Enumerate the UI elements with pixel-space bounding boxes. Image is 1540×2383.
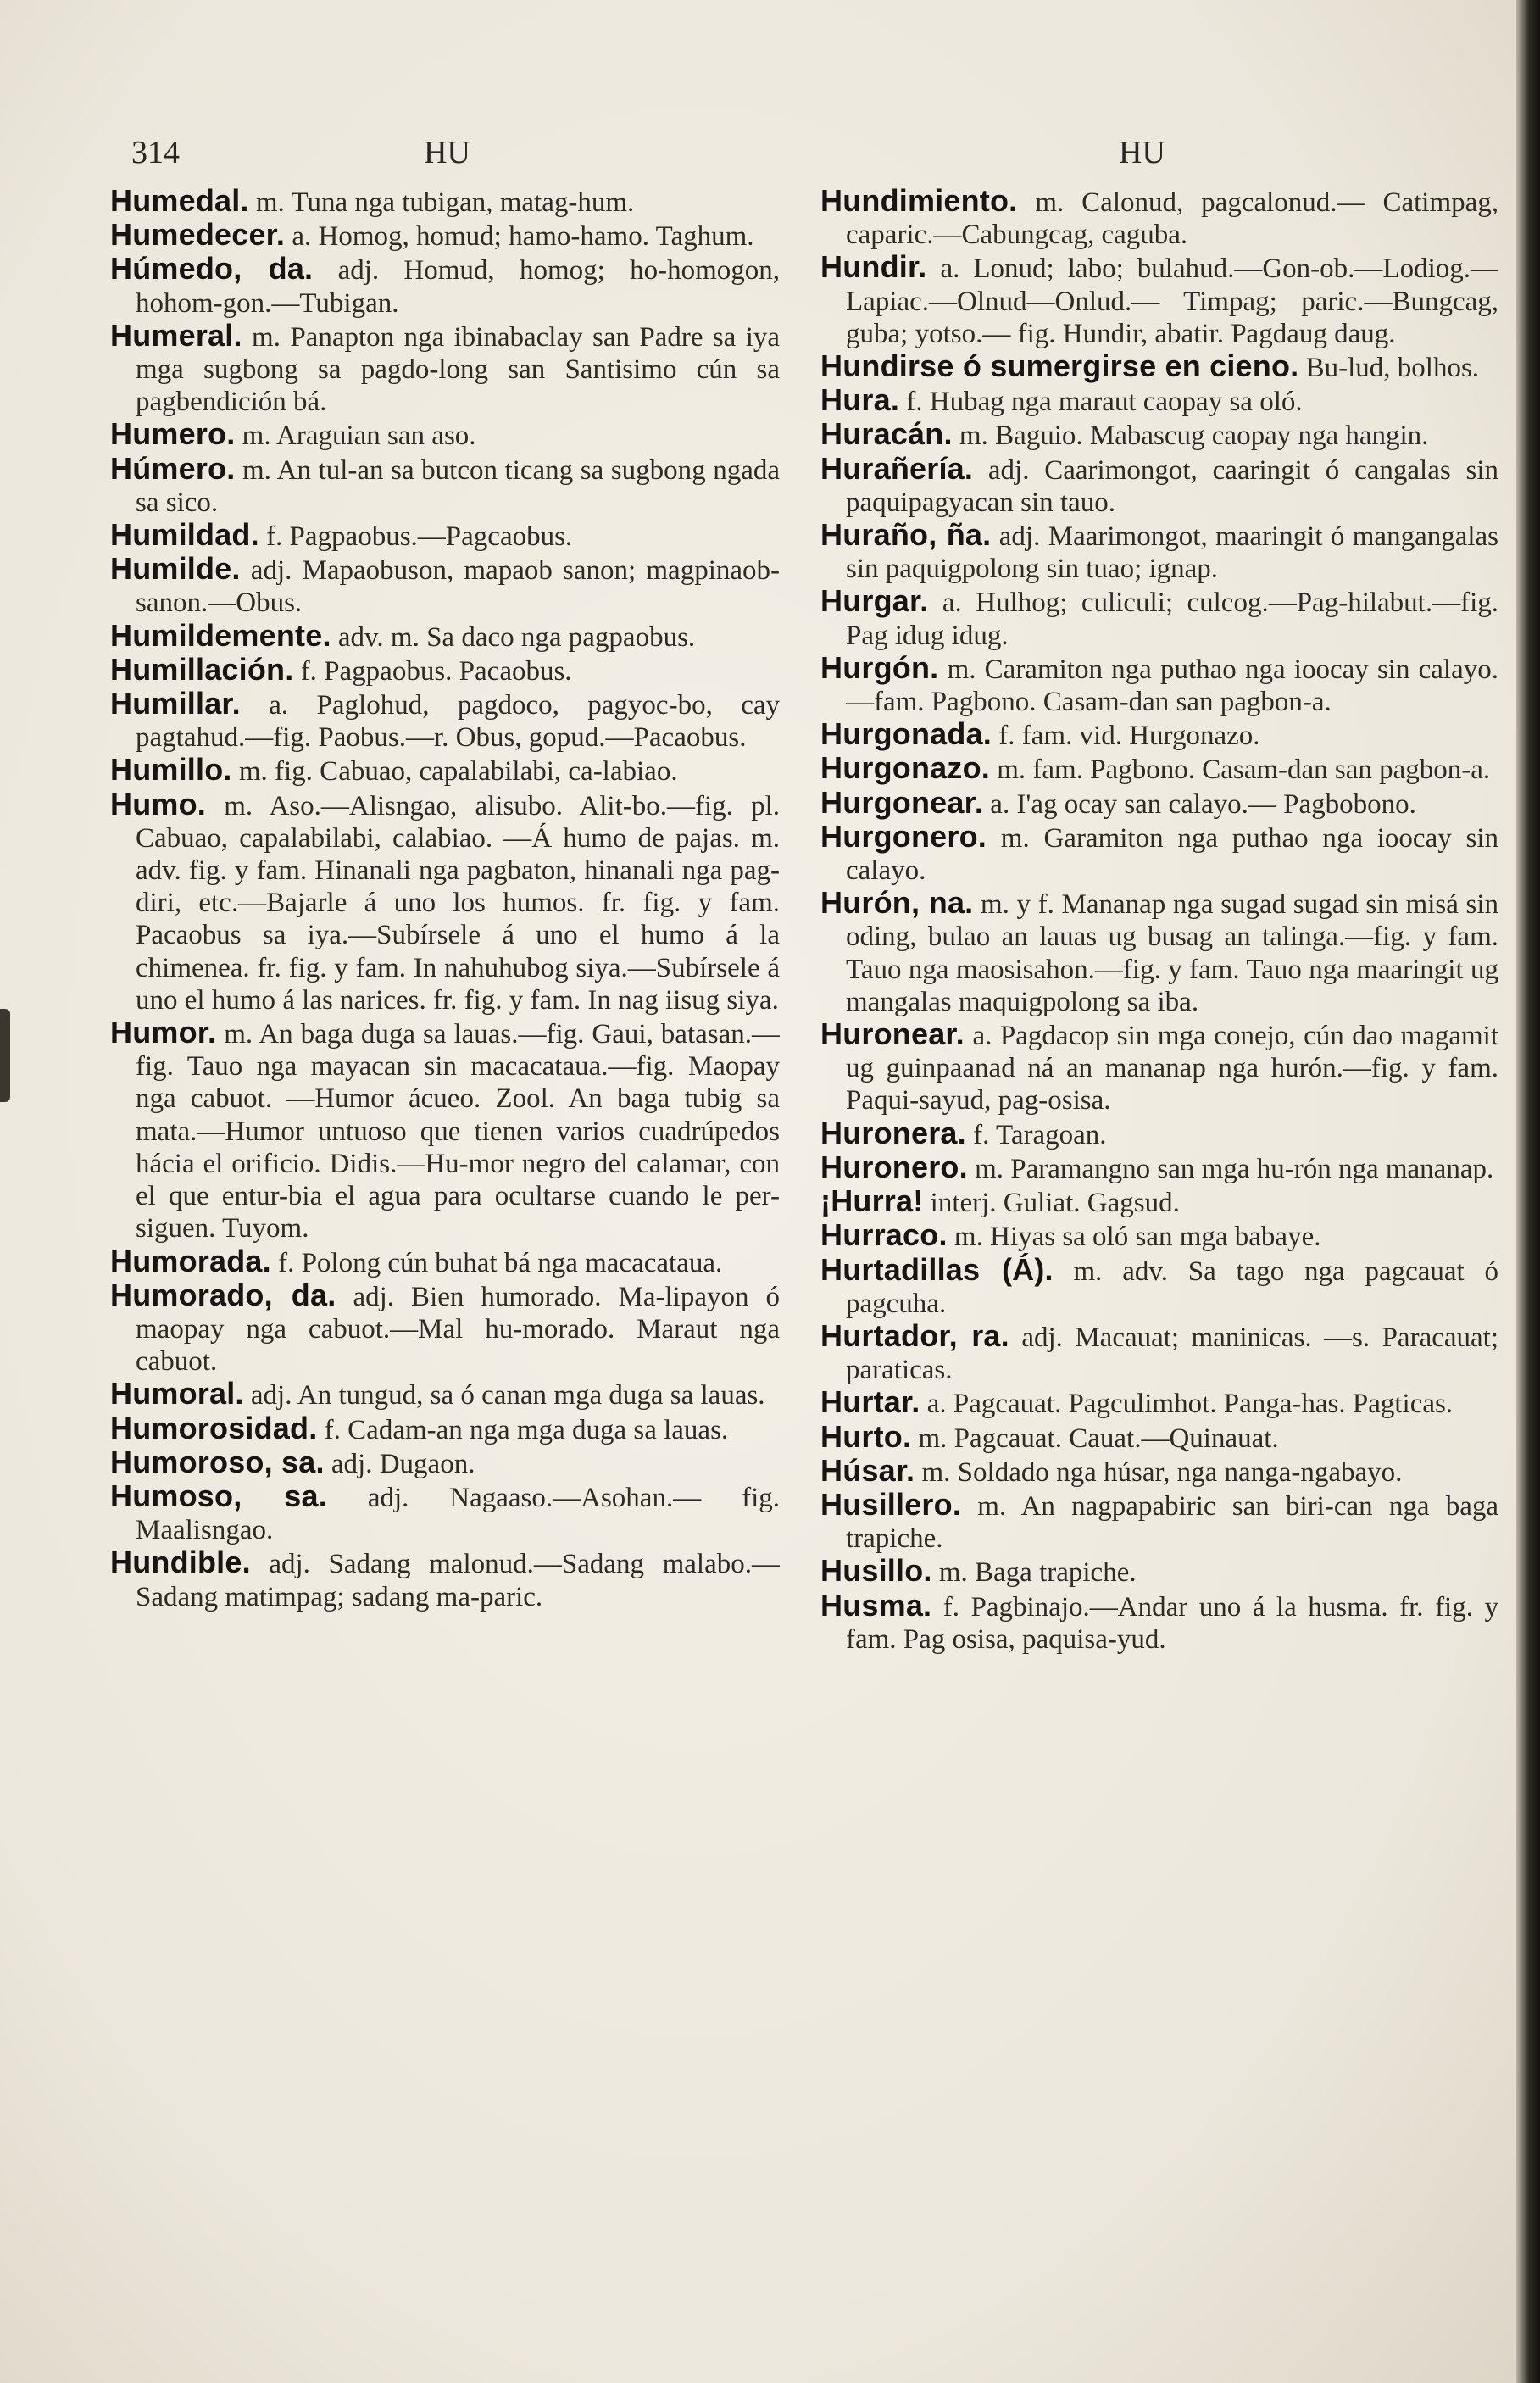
- dictionary-entry: [110, 1546, 780, 1612]
- entry-definition: adj. Sadang malonud.—Sadang malabo.—Sadang matimpag; sadang ma-paric.: [136, 1549, 780, 1612]
- dictionary-entry: [110, 519, 780, 553]
- dictionary-entry: [110, 1480, 780, 1546]
- dictionary-entry: [110, 1245, 780, 1279]
- entry-headword: Huraño, ña.: [820, 517, 992, 553]
- entry-headword: Hundible.: [110, 1545, 251, 1580]
- entry-headword: Humeral.: [110, 317, 242, 353]
- entry-headword: Hurañería.: [820, 450, 974, 486]
- dictionary-entry: [820, 185, 1498, 251]
- dictionary-entry: [110, 1016, 780, 1244]
- entry-definition: adj. Mapaobuson, mapaob sanon; magpinaob-sanon.—Obus.: [136, 555, 780, 619]
- entry-headword: Hundimiento.: [820, 185, 1018, 218]
- dictionary-entry: [820, 887, 1498, 1018]
- entry-headword: Husillo.: [820, 1553, 932, 1589]
- dictionary-entry: [110, 418, 780, 452]
- right-column: [820, 185, 1498, 2304]
- entry-definition: adj. Nagaaso.—Asohan.— fig. Maalisngao.: [136, 1482, 780, 1546]
- dictionary-entry: [820, 1185, 1498, 1219]
- entry-definition: m. Panapton nga ibinabaclay san Padre sa iya mga sugbong sa pagdo-long san Santisimo cún sa pagbendición bá.: [136, 321, 780, 418]
- entry-headword: Humilde.: [110, 551, 241, 587]
- entry-headword: Hurtador, ra.: [820, 1317, 1009, 1353]
- entry-definition: adj. Homud, homog; ho-homogon, hohom-gon.—Tubigan.: [136, 255, 780, 319]
- entry-definition: m. An baga duga sa lauas.—fig. Gaui, batasan.—fig. Tauo nga mayacan sin macacataua.—fig. Maopay nga cabuot. —Humor ácueo. Zool. An baga tubig sa mata.—Humor untuoso que tienen varios cuadrúpedos hácia el orificio. Didis.—Hu-mor negro del calamar, con el que entur-bia el agua para ocultarse cuando le per-siguen. Tuyom.: [136, 1019, 780, 1244]
- entry-definition: adj. Maarimongot, maaringit ó mangangalas sin paquigpolong sin tuao; ignap.: [846, 521, 1498, 585]
- entry-headword: Hurgonada.: [820, 716, 992, 752]
- entry-headword: Huronera.: [820, 1115, 966, 1150]
- entry-headword: Huronear.: [820, 1016, 965, 1052]
- dictionary-entry: [820, 350, 1498, 384]
- entry-headword: Húmero.: [110, 450, 236, 486]
- entry-headword: Hurgar.: [820, 583, 929, 619]
- entry-headword: Humillación.: [110, 651, 294, 687]
- entry-definition: m. An tul-an sa butcon ticang sa sugbong ngada sa sico.: [136, 454, 780, 518]
- dictionary-entry: [110, 219, 780, 253]
- entry-definition: a. Pagdacop sin mga conejo, cún dao magamit ug guinpaanad ná an mananap nga hurón.—fig. y fam. Paqui-sayud, pag-osisa.: [846, 1021, 1498, 1116]
- dictionary-entry: [820, 1018, 1498, 1117]
- entry-definition: f. fam. vid. Hurgonazo.: [998, 721, 1260, 752]
- entry-headword: Humoso, sa.: [110, 1478, 327, 1513]
- dictionary-entry: [110, 651, 780, 688]
- dictionary-entry: [820, 784, 1498, 821]
- entry-definition: m. Pagcauat. Cauat.—Quinauat.: [918, 1423, 1279, 1454]
- dictionary-entry: [820, 1317, 1498, 1386]
- dictionary-entry: [820, 585, 1498, 651]
- entry-definition: m. Garamiton nga puthao nga ioocay sin calayo.: [846, 822, 1498, 887]
- dictionary-entry: [820, 418, 1498, 452]
- dictionary-entry: [110, 788, 780, 1016]
- entry-headword: Hurón, na.: [820, 885, 974, 921]
- dictionary-entry: [110, 754, 780, 788]
- entry-headword: Huracán.: [820, 416, 953, 452]
- page-number: 314: [131, 135, 180, 170]
- entry-headword: Humildad.: [110, 517, 259, 553]
- dictionary-entry: [820, 1587, 1498, 1656]
- entry-definition: f. Pagpaobus.—Pagcaobus.: [266, 521, 573, 553]
- entry-definition: m. Soldado nga húsar, nga nanga-ngabayo.: [921, 1456, 1403, 1488]
- dictionary-entry: [820, 1151, 1498, 1185]
- dictionary-entry: [820, 1486, 1498, 1555]
- dictionary-entry: [110, 617, 780, 654]
- left-running-head: HU: [424, 135, 470, 170]
- entry-definition: adv. m. Sa daco nga pagpaobus.: [337, 621, 696, 653]
- entry-definition: f. Pagpaobus. Pacaobus.: [300, 655, 572, 687]
- entry-definition: a. Paglohud, pagdoco, pagyoc-bo, cay pagtahud.—fig. Paobus.—r. Obus, gopud.—Pacaobus.: [136, 690, 780, 754]
- entry-definition: m. Aso.—Alisngao, alisubo. Alit-bo.—fig. pl. Cabuao, capalabilabi, calabiao. —Á humo de pajas. m. adv. fig. y fam. Hinanali nga pagbaton, hinanali nga pag-diri, etc.—Bajarle á uno los humos. fr. fig. y fam. Pacaobus sa iya.—Subírsele á uno el humo á la chimenea. fr. fig. y fam. In nahuhubog siya.—Subírsele á uno el humo á las narices. fr. fig. y fam. In nag iisug siya.: [136, 790, 780, 1016]
- dictionary-entry: [820, 718, 1498, 752]
- entry-definition: f. Hubag nga maraut caopay sa oló.: [906, 387, 1303, 418]
- entry-definition: m. Baguio. Mabascug caopay nga hangin.: [959, 420, 1429, 452]
- entry-definition: m. Hiyas sa oló san mga babaye.: [953, 1222, 1321, 1253]
- entry-definition: m. An nagpapabiric san biri-can nga baga trapiche.: [846, 1490, 1498, 1555]
- entry-headword: Hundirse ó sumergirse en cieno.: [820, 348, 1299, 384]
- right-running-head: HU: [1119, 135, 1165, 170]
- entry-definition: m. Calonud, pagcalonud.— Catimpag, caparic.—Cabungcag, caguba.: [846, 187, 1498, 251]
- entry-definition: f. Cadam-an nga mga duga sa lauas.: [324, 1414, 729, 1445]
- entry-definition: a. Hulhog; culiculi; culcog.—Pag-hilabut.—fig. Pag idug idug.: [846, 587, 1498, 651]
- entry-headword: Humillo.: [110, 752, 232, 788]
- dictionary-entry: [820, 1555, 1498, 1589]
- entry-definition: a. Lonud; labo; bulahud.—Gon-ob.—Lodiog.—Lapiac.—Olnud—Onlud.— Timpag; paric.—Bungcag, guba; yotso.— fig. Hundir, abatir. Pagdaug daug.: [846, 253, 1498, 349]
- entry-headword: Humillar.: [110, 686, 241, 721]
- page-edge-mark: [0, 1009, 10, 1102]
- dictionary-entry: [110, 317, 780, 419]
- entry-headword: Humo.: [110, 786, 206, 821]
- dictionary-entry: [820, 1418, 1498, 1455]
- entry-definition: m. Baga trapiche.: [938, 1557, 1137, 1589]
- entry-headword: Humorada.: [110, 1243, 271, 1278]
- entry-headword: Husillero.: [820, 1486, 962, 1522]
- entry-headword: Humedecer.: [110, 217, 286, 253]
- page-binding-shadow: [1516, 0, 1540, 2383]
- entry-definition: adj. An tungud, sa ó canan mga duga sa lauas.: [250, 1380, 765, 1411]
- entry-headword: Humero.: [110, 416, 236, 452]
- entry-definition: m. fam. Pagbono. Casam-dan san pagbon-a.: [997, 754, 1491, 786]
- dictionary-entry: [110, 185, 780, 219]
- dictionary-entry: [110, 553, 780, 619]
- dictionary-entry: [110, 1279, 780, 1378]
- entry-headword: Hurgonear.: [820, 784, 984, 820]
- dictionary-entry: [820, 649, 1498, 718]
- entry-definition: m. fig. Cabuao, capalabilabi, ca-labiao.: [238, 756, 678, 788]
- entry-definition: adj. Macauat; maninicas. —s. Paracauat; paraticas.: [846, 1322, 1498, 1386]
- entry-headword: Humildemente.: [110, 617, 331, 653]
- entry-definition: f. Taragoan.: [973, 1119, 1107, 1150]
- entry-definition: adj. Caarimongot, caaringit ó cangalas sin paquipagyacan sin tauo.: [846, 454, 1498, 518]
- dictionary-entry: [820, 519, 1498, 585]
- entry-definition: m. Paramangno san mga hu-rón nga mananap.: [975, 1153, 1494, 1184]
- entry-definition: Bu-lud, bolhos.: [1305, 353, 1480, 384]
- entry-headword: Humoral.: [110, 1376, 244, 1411]
- dictionary-entry: [110, 1446, 780, 1480]
- entry-definition: f. Pagbinajo.—Andar uno á la husma. fr. fig. y fam. Pag osisa, paquisa-yud.: [846, 1591, 1498, 1655]
- entry-headword: Humedal.: [110, 185, 249, 218]
- dictionary-entry: [110, 1412, 780, 1446]
- entry-headword: Hurgonero.: [820, 818, 987, 854]
- entry-headword: Humoroso, sa.: [110, 1444, 325, 1479]
- entry-headword: Hurgón.: [820, 649, 939, 685]
- entry-definition: adj. Bien humorado. Ma-lipayon ó maopay nga cabuot.—Mal hu-morado. Maraut nga cabuot.: [136, 1281, 780, 1378]
- entry-headword: ¡Hurra!: [820, 1183, 924, 1219]
- entry-headword: Hurtar.: [820, 1384, 920, 1420]
- entry-headword: Huronero.: [820, 1149, 968, 1184]
- entry-definition: a. I'ag ocay san calayo.— Pagbobono.: [990, 788, 1416, 820]
- entry-headword: Humorosidad.: [110, 1410, 318, 1445]
- dictionary-entry: [110, 253, 780, 319]
- entry-definition: m. Caramiton nga puthao nga ioocay sin calayo.—fam. Pagbono. Casam-dan san pagbon-a.: [846, 654, 1498, 718]
- dictionary-entry: [820, 1452, 1498, 1489]
- entry-definition: m. Araguian san aso.: [242, 420, 476, 452]
- dictionary-entry: [820, 251, 1498, 350]
- left-column: [110, 185, 780, 2304]
- dictionary-entry: [820, 1219, 1498, 1253]
- entry-headword: Humorado, da.: [110, 1277, 336, 1312]
- entry-headword: Hurgonazo.: [820, 750, 990, 786]
- entry-definition: f. Polong cún buhat bá nga macacataua.: [278, 1247, 723, 1278]
- dictionary-entry: [820, 752, 1498, 786]
- entry-headword: Húsar.: [820, 1452, 915, 1488]
- entry-headword: Húmedo, da.: [110, 251, 314, 287]
- entry-headword: Hurraco.: [820, 1217, 948, 1253]
- dictionary-entry: [820, 1251, 1498, 1320]
- entry-headword: Hura.: [820, 382, 900, 418]
- dictionary-entry: [110, 688, 780, 754]
- entry-definition: m. Tuna nga tubigan, matag-hum.: [255, 187, 635, 218]
- entry-headword: Hundir.: [820, 249, 927, 285]
- entry-headword: Hurtadillas (Á).: [820, 1251, 1054, 1287]
- entry-definition: m. adv. Sa tago nga pagcauat ó pagcuha.: [846, 1256, 1498, 1319]
- dictionary-entry: [820, 1117, 1498, 1151]
- dictionary-entry: [820, 384, 1498, 418]
- entry-definition: a. Pagcauat. Pagculimhot. Panga-has. Pagticas.: [926, 1389, 1454, 1420]
- dictionary-entry: [110, 450, 780, 519]
- entry-definition: m. y f. Mananap nga sugad sugad sin misá sin oding, bulao an lauas ug busag an talinga.—fig. y fam. Tauo nga maosisahon.—fig. y fam. Tauo nga maaringit ug mangalas maquigpolong sa iba.: [846, 889, 1498, 1017]
- entry-definition: adj. Dugaon.: [331, 1448, 475, 1479]
- dictionary-entry: [110, 1378, 780, 1411]
- dictionary-entry: [820, 818, 1498, 887]
- entry-headword: Humor.: [110, 1015, 217, 1050]
- entry-headword: Hurto.: [820, 1418, 912, 1454]
- entry-definition: interj. Guliat. Gagsud.: [930, 1188, 1180, 1219]
- entry-headword: Husma.: [820, 1587, 932, 1623]
- entry-definition: a. Homog, homud; hamo-hamo. Taghum.: [292, 221, 754, 253]
- dictionary-entry: [820, 1386, 1498, 1420]
- dictionary-entry: [820, 450, 1498, 519]
